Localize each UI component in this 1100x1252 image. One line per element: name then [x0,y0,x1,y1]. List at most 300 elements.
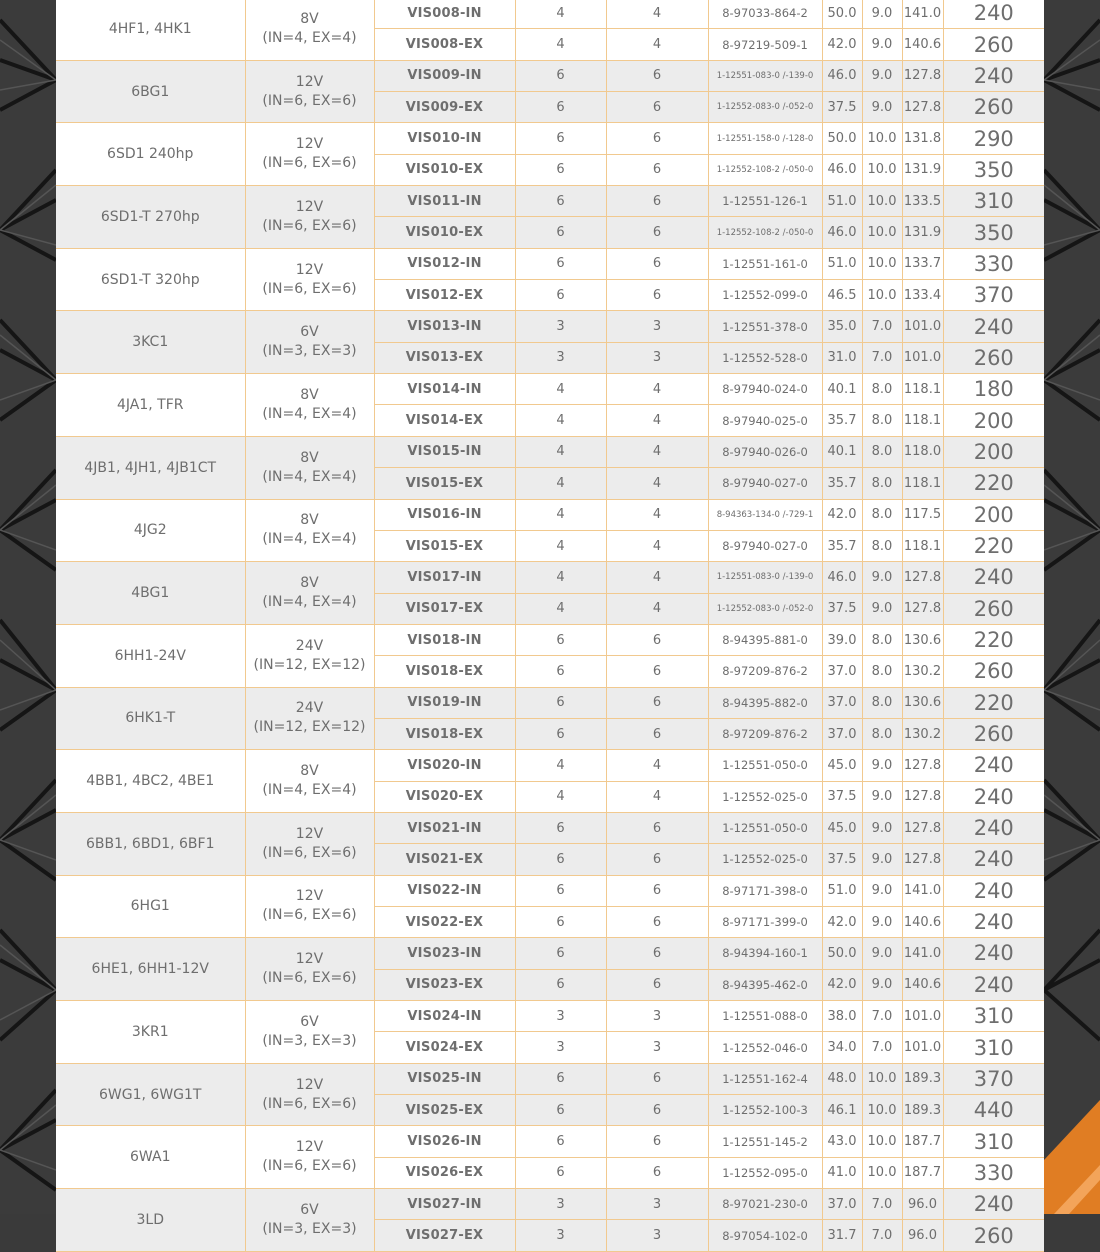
valve-split: (IN=12, EX=12) [253,656,366,673]
valve-config-cell [245,1126,374,1189]
valve-count: 12V [295,261,324,278]
table-row [56,374,1044,405]
head-diameter-cell: 41.0 [822,1157,862,1188]
price-cell: 260 [943,718,1044,749]
head-diameter-cell: 50.0 [822,123,862,154]
stem-diameter-cell: 10.0 [862,1157,902,1188]
valve-count: 6V [300,1201,319,1218]
part-number-cell: VIS024-EX [374,1032,515,1063]
valve-config-cell [245,750,374,813]
stem-diameter-cell: 8.0 [862,718,902,749]
length-cell: 96.0 [902,1220,943,1251]
engine-model-cell: 6WG1, 6WG1T [56,1063,245,1126]
part-number-cell: VIS010-EX [374,217,515,248]
part-number-cell: VIS019-IN [374,687,515,718]
engine-model-cell: 6BB1, 6BD1, 6BF1 [56,812,245,875]
spec-sheet [56,0,1044,1248]
price-cell: 260 [943,656,1044,687]
length-cell: 127.8 [902,60,943,91]
quantity-b-cell: 6 [606,60,708,91]
oem-number-cell: 1-12552-083-0 /-052-0 [708,92,822,123]
stem-diameter-cell: 8.0 [862,374,902,405]
quantity-a-cell: 6 [515,938,606,969]
quantity-b-cell: 4 [606,562,708,593]
valve-split: (IN=6, EX=6) [262,1095,357,1112]
price-cell: 240 [943,0,1044,29]
length-cell: 130.2 [902,718,943,749]
engine-model-cell: 3KR1 [56,1001,245,1064]
oem-number-cell: 1-12552-108-2 /-050-0 [708,154,822,185]
quantity-a-cell: 6 [515,1157,606,1188]
part-number-cell: VIS010-EX [374,154,515,185]
part-number-cell: VIS008-EX [374,29,515,60]
quantity-b-cell: 3 [606,1032,708,1063]
table-row [56,750,1044,781]
valve-split: (IN=4, EX=4) [262,468,357,485]
valve-count: 8V [300,10,319,27]
valve-config-cell [245,1001,374,1064]
head-diameter-cell: 48.0 [822,1063,862,1094]
quantity-b-cell: 4 [606,405,708,436]
price-cell: 260 [943,593,1044,624]
head-diameter-cell: 51.0 [822,186,862,217]
oem-number-cell: 8-97054-102-0 [708,1220,822,1251]
quantity-a-cell: 6 [515,1063,606,1094]
price-cell: 260 [943,29,1044,60]
length-cell: 187.7 [902,1157,943,1188]
price-cell: 350 [943,154,1044,185]
quantity-b-cell: 4 [606,750,708,781]
oem-number-cell: 1-12552-083-0 /-052-0 [708,593,822,624]
head-diameter-cell: 35.7 [822,468,862,499]
quantity-a-cell: 6 [515,718,606,749]
valve-count: 12V [295,136,324,153]
valve-config-cell [245,436,374,499]
oem-number-cell: 1-12552-046-0 [708,1032,822,1063]
oem-number-cell: 1-12551-088-0 [708,1001,822,1032]
length-cell: 127.8 [902,812,943,843]
oem-number-cell: 8-97171-398-0 [708,875,822,906]
quantity-b-cell: 4 [606,374,708,405]
head-diameter-cell: 46.1 [822,1095,862,1126]
table-row [56,624,1044,655]
part-number-cell: VIS025-IN [374,1063,515,1094]
right-decorative-frame [1044,0,1100,1214]
oem-number-cell: 1-12551-158-0 /-128-0 [708,123,822,154]
quantity-a-cell: 6 [515,687,606,718]
part-number-cell: VIS013-EX [374,342,515,373]
head-diameter-cell: 37.0 [822,687,862,718]
part-number-cell: VIS016-IN [374,499,515,530]
quantity-b-cell: 3 [606,1001,708,1032]
head-diameter-cell: 35.7 [822,530,862,561]
part-number-cell: VIS020-EX [374,781,515,812]
head-diameter-cell: 37.0 [822,718,862,749]
geometric-pattern-left [0,0,56,1214]
head-diameter-cell: 46.0 [822,60,862,91]
part-number-cell: VIS022-IN [374,875,515,906]
quantity-a-cell: 6 [515,624,606,655]
stem-diameter-cell: 8.0 [862,499,902,530]
valve-split: (IN=3, EX=3) [262,1032,357,1049]
head-diameter-cell: 50.0 [822,938,862,969]
head-diameter-cell: 50.0 [822,0,862,29]
length-cell: 140.6 [902,29,943,60]
valve-spec-table [56,0,1044,1252]
engine-model-cell: 4JG2 [56,499,245,562]
length-cell: 133.4 [902,280,943,311]
length-cell: 118.1 [902,468,943,499]
stem-diameter-cell: 7.0 [862,342,902,373]
engine-model-cell: 3KC1 [56,311,245,374]
length-cell: 96.0 [902,1189,943,1220]
quantity-a-cell: 6 [515,60,606,91]
head-diameter-cell: 35.7 [822,405,862,436]
quantity-a-cell: 6 [515,280,606,311]
valve-count: 24V [295,637,324,654]
quantity-b-cell: 6 [606,1095,708,1126]
part-number-cell: VIS013-IN [374,311,515,342]
quantity-b-cell: 6 [606,1157,708,1188]
oem-number-cell: 1-12551-145-2 [708,1126,822,1157]
quantity-a-cell: 4 [515,562,606,593]
oem-number-cell: 1-12551-083-0 /-139-0 [708,60,822,91]
valve-count: 12V [295,951,324,968]
quantity-a-cell: 6 [515,656,606,687]
geometric-pattern-right [1044,0,1100,1214]
valve-config-cell [245,687,374,750]
quantity-a-cell: 3 [515,1032,606,1063]
engine-model-cell: 6BG1 [56,60,245,123]
oem-number-cell: 8-97021-230-0 [708,1189,822,1220]
part-number-cell: VIS020-IN [374,750,515,781]
stem-diameter-cell: 8.0 [862,687,902,718]
quantity-b-cell: 4 [606,593,708,624]
length-cell: 127.8 [902,562,943,593]
length-cell: 101.0 [902,342,943,373]
quantity-a-cell: 4 [515,29,606,60]
quantity-b-cell: 3 [606,311,708,342]
oem-number-cell: 1-12551-161-0 [708,248,822,279]
head-diameter-cell: 31.7 [822,1220,862,1251]
part-number-cell: VIS021-IN [374,812,515,843]
stem-diameter-cell: 9.0 [862,875,902,906]
valve-split: (IN=6, EX=6) [262,970,357,987]
quantity-a-cell: 4 [515,436,606,467]
head-diameter-cell: 37.5 [822,593,862,624]
valve-split: (IN=4, EX=4) [262,594,357,611]
price-cell: 330 [943,1157,1044,1188]
quantity-b-cell: 6 [606,656,708,687]
valve-split: (IN=6, EX=6) [262,155,357,172]
engine-model-cell: 6SD1-T 270hp [56,186,245,249]
quantity-b-cell: 4 [606,499,708,530]
stem-diameter-cell: 9.0 [862,750,902,781]
quantity-b-cell: 6 [606,1063,708,1094]
part-number-cell: VIS027-EX [374,1220,515,1251]
head-diameter-cell: 37.5 [822,92,862,123]
stem-diameter-cell: 9.0 [862,812,902,843]
price-cell: 260 [943,92,1044,123]
price-cell: 240 [943,938,1044,969]
valve-count: 12V [295,198,324,215]
oem-number-cell: 1-12552-095-0 [708,1157,822,1188]
length-cell: 130.6 [902,687,943,718]
stem-diameter-cell: 10.0 [862,217,902,248]
quantity-b-cell: 4 [606,781,708,812]
price-cell: 240 [943,812,1044,843]
price-cell: 240 [943,844,1044,875]
table-row [56,123,1044,154]
quantity-a-cell: 6 [515,969,606,1000]
stem-diameter-cell: 10.0 [862,1095,902,1126]
stem-diameter-cell: 9.0 [862,906,902,937]
valve-split: (IN=3, EX=3) [262,343,357,360]
part-number-cell: VIS014-EX [374,405,515,436]
length-cell: 141.0 [902,875,943,906]
oem-number-cell: 8-94395-881-0 [708,624,822,655]
price-cell: 440 [943,1095,1044,1126]
oem-number-cell: 1-12551-050-0 [708,750,822,781]
length-cell: 101.0 [902,1001,943,1032]
part-number-cell: VIS015-EX [374,530,515,561]
oem-number-cell: 1-12552-100-3 [708,1095,822,1126]
length-cell: 130.2 [902,656,943,687]
table-row [56,436,1044,467]
price-cell: 200 [943,499,1044,530]
table-row [56,1001,1044,1032]
oem-number-cell: 8-94394-160-1 [708,938,822,969]
length-cell: 130.6 [902,624,943,655]
engine-model-cell: 4JB1, 4JH1, 4JB1CT [56,436,245,499]
engine-model-cell: 4BB1, 4BC2, 4BE1 [56,750,245,813]
valve-count: 6V [300,324,319,341]
length-cell: 140.6 [902,969,943,1000]
head-diameter-cell: 46.0 [822,562,862,593]
oem-number-cell: 1-12552-025-0 [708,781,822,812]
valve-config-cell [245,186,374,249]
quantity-b-cell: 6 [606,812,708,843]
length-cell: 140.6 [902,906,943,937]
valve-count: 8V [300,575,319,592]
quantity-b-cell: 6 [606,906,708,937]
oem-number-cell: 1-12552-108-2 /-050-0 [708,217,822,248]
head-diameter-cell: 46.5 [822,280,862,311]
valve-count: 12V [295,825,324,842]
stem-diameter-cell: 7.0 [862,1220,902,1251]
table-row [56,1063,1044,1094]
part-number-cell: VIS008-IN [374,0,515,29]
head-diameter-cell: 42.0 [822,29,862,60]
valve-config-cell [245,875,374,938]
oem-number-cell: 8-97219-509-1 [708,29,822,60]
valve-config-cell [245,562,374,625]
price-cell: 240 [943,875,1044,906]
stem-diameter-cell: 9.0 [862,29,902,60]
valve-config-cell [245,60,374,123]
price-cell: 290 [943,123,1044,154]
table-row [56,186,1044,217]
stem-diameter-cell: 9.0 [862,938,902,969]
part-number-cell: VIS017-EX [374,593,515,624]
valve-split: (IN=6, EX=6) [262,217,357,234]
price-cell: 220 [943,624,1044,655]
price-cell: 240 [943,1189,1044,1220]
stem-diameter-cell: 10.0 [862,1063,902,1094]
table-row [56,248,1044,279]
head-diameter-cell: 45.0 [822,750,862,781]
valve-split: (IN=4, EX=4) [262,782,357,799]
oem-number-cell: 8-94363-134-0 /-729-1 [708,499,822,530]
oem-number-cell: 1-12551-126-1 [708,186,822,217]
engine-model-cell: 6HK1-T [56,687,245,750]
valve-split: (IN=4, EX=4) [262,405,357,422]
valve-config-cell [245,938,374,1001]
part-number-cell: VIS014-IN [374,374,515,405]
table-row [56,499,1044,530]
quantity-a-cell: 6 [515,875,606,906]
engine-model-cell: 6HH1-24V [56,624,245,687]
stem-diameter-cell: 8.0 [862,405,902,436]
length-cell: 118.0 [902,436,943,467]
price-cell: 310 [943,1032,1044,1063]
quantity-b-cell: 6 [606,123,708,154]
quantity-b-cell: 6 [606,217,708,248]
quantity-a-cell: 6 [515,154,606,185]
quantity-b-cell: 4 [606,530,708,561]
part-number-cell: VIS009-IN [374,60,515,91]
quantity-a-cell: 6 [515,217,606,248]
quantity-b-cell: 3 [606,1220,708,1251]
stem-diameter-cell: 9.0 [862,844,902,875]
oem-number-cell: 8-97940-026-0 [708,436,822,467]
quantity-a-cell: 6 [515,92,606,123]
stem-diameter-cell: 9.0 [862,969,902,1000]
quantity-b-cell: 6 [606,624,708,655]
length-cell: 127.8 [902,781,943,812]
part-number-cell: VIS011-IN [374,186,515,217]
oem-number-cell: 8-97940-027-0 [708,530,822,561]
quantity-a-cell: 4 [515,468,606,499]
oem-number-cell: 8-94395-882-0 [708,687,822,718]
part-number-cell: VIS024-IN [374,1001,515,1032]
stem-diameter-cell: 10.0 [862,1126,902,1157]
quantity-a-cell: 4 [515,530,606,561]
table-row [56,311,1044,342]
valve-split: (IN=6, EX=6) [262,844,357,861]
part-number-cell: VIS012-IN [374,248,515,279]
stem-diameter-cell: 9.0 [862,60,902,91]
quantity-a-cell: 3 [515,342,606,373]
valve-split: (IN=6, EX=6) [262,92,357,109]
quantity-a-cell: 3 [515,1189,606,1220]
engine-model-cell: 6WA1 [56,1126,245,1189]
quantity-b-cell: 4 [606,468,708,499]
head-diameter-cell: 37.0 [822,1189,862,1220]
stem-diameter-cell: 8.0 [862,436,902,467]
length-cell: 117.5 [902,499,943,530]
valve-config-cell [245,311,374,374]
quantity-b-cell: 6 [606,248,708,279]
length-cell: 118.1 [902,405,943,436]
length-cell: 133.5 [902,186,943,217]
engine-model-cell: 4JA1, TFR [56,374,245,437]
valve-count: 8V [300,386,319,403]
price-cell: 200 [943,436,1044,467]
valve-config-cell [245,812,374,875]
valve-count: 8V [300,763,319,780]
table-row [56,1189,1044,1220]
quantity-a-cell: 4 [515,0,606,29]
oem-number-cell: 1-12551-378-0 [708,311,822,342]
stem-diameter-cell: 9.0 [862,0,902,29]
head-diameter-cell: 35.0 [822,311,862,342]
table-row [56,938,1044,969]
length-cell: 101.0 [902,311,943,342]
valve-count: 12V [295,1139,324,1156]
part-number-cell: VIS022-EX [374,906,515,937]
quantity-a-cell: 6 [515,186,606,217]
length-cell: 189.3 [902,1095,943,1126]
quantity-a-cell: 4 [515,750,606,781]
part-number-cell: VIS015-EX [374,468,515,499]
price-cell: 220 [943,687,1044,718]
stem-diameter-cell: 9.0 [862,593,902,624]
oem-number-cell: 8-94395-462-0 [708,969,822,1000]
part-number-cell: VIS023-EX [374,969,515,1000]
quantity-b-cell: 6 [606,92,708,123]
oem-number-cell: 8-97171-399-0 [708,906,822,937]
price-cell: 310 [943,186,1044,217]
length-cell: 131.8 [902,123,943,154]
valve-count: 8V [300,449,319,466]
valve-split: (IN=4, EX=4) [262,29,357,46]
length-cell: 187.7 [902,1126,943,1157]
head-diameter-cell: 42.0 [822,969,862,1000]
valve-count: 12V [295,1076,324,1093]
valve-config-cell [245,123,374,186]
stem-diameter-cell: 7.0 [862,1032,902,1063]
oem-number-cell: 1-12552-528-0 [708,342,822,373]
quantity-a-cell: 3 [515,1220,606,1251]
quantity-b-cell: 6 [606,687,708,718]
quantity-b-cell: 6 [606,969,708,1000]
quantity-b-cell: 6 [606,1126,708,1157]
valve-count: 8V [300,512,319,529]
valve-count: 24V [295,700,324,717]
stem-diameter-cell: 9.0 [862,781,902,812]
length-cell: 141.0 [902,938,943,969]
length-cell: 131.9 [902,217,943,248]
head-diameter-cell: 37.0 [822,656,862,687]
valve-split: (IN=6, EX=6) [262,907,357,924]
valve-config-cell [245,374,374,437]
part-number-cell: VIS023-IN [374,938,515,969]
quantity-a-cell: 4 [515,405,606,436]
part-number-cell: VIS026-EX [374,1157,515,1188]
stem-diameter-cell: 10.0 [862,248,902,279]
valve-count: 12V [295,888,324,905]
quantity-b-cell: 6 [606,938,708,969]
part-number-cell: VIS010-IN [374,123,515,154]
price-cell: 370 [943,280,1044,311]
price-cell: 240 [943,969,1044,1000]
table-row [56,60,1044,91]
quantity-a-cell: 4 [515,593,606,624]
valve-count: 6V [300,1013,319,1030]
price-cell: 240 [943,60,1044,91]
engine-model-cell: 6SD1 240hp [56,123,245,186]
